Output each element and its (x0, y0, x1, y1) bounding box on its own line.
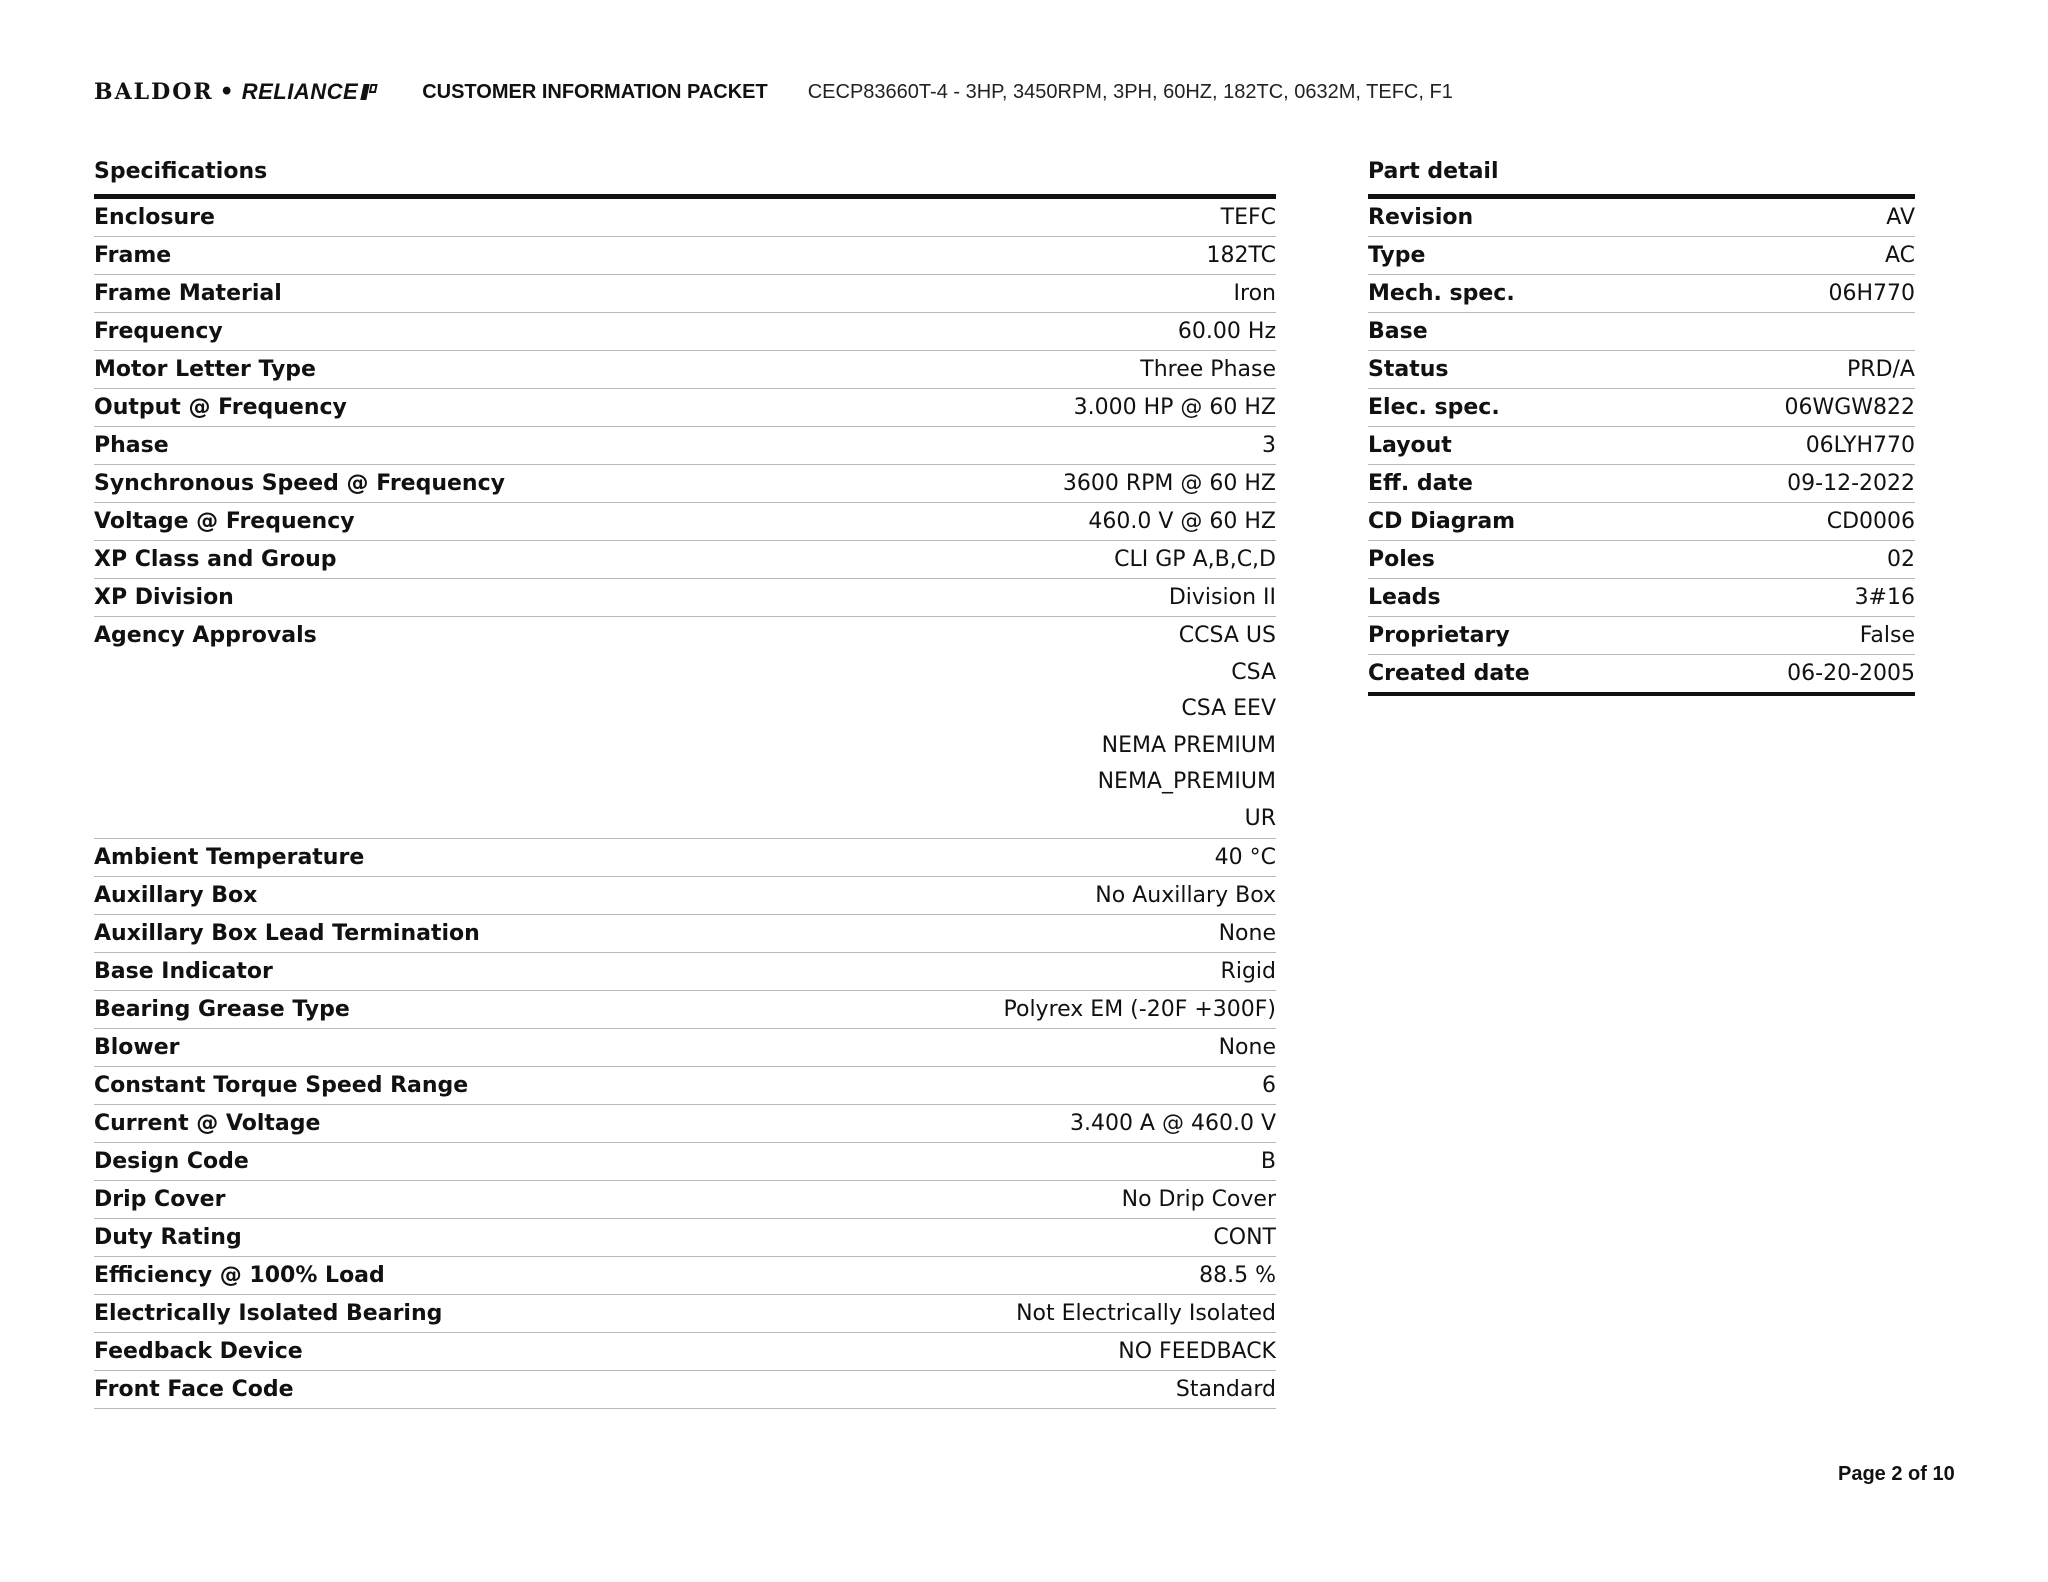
table-row (1368, 351, 1915, 389)
row-label: Design Code (94, 1149, 249, 1174)
table-row (1368, 275, 1915, 313)
row-label: Output @ Frequency (94, 395, 347, 420)
table-row (94, 1257, 1276, 1295)
row-value: Iron (1233, 281, 1276, 306)
row-label: Motor Letter Type (94, 357, 316, 382)
table-row (1368, 465, 1915, 503)
row-value: No Auxillary Box (1095, 883, 1276, 908)
row-value: AC (1884, 243, 1915, 268)
row-value: 60.00 Hz (1177, 319, 1276, 344)
row-value: Division II (1168, 585, 1276, 610)
table-row (1368, 541, 1915, 579)
specifications-section (94, 158, 1276, 1409)
table-row (94, 953, 1276, 991)
table-row (94, 991, 1276, 1029)
table-row (94, 1219, 1276, 1257)
table-row (94, 617, 1276, 839)
row-label: Base Indicator (94, 959, 273, 984)
table-row (94, 503, 1276, 541)
table-row (94, 839, 1276, 877)
row-label: Blower (94, 1035, 180, 1060)
specifications-title: Specifications (94, 159, 268, 184)
model-description: CECP83660T-4 - 3HP, 3450RPM, 3PH, 60HZ, 182TC, 0632M, TEFC, F1 (807, 80, 1453, 103)
table-row (94, 465, 1276, 503)
row-label: Poles (1368, 547, 1435, 572)
table-row (94, 1181, 1276, 1219)
row-value: 182TC (1206, 243, 1276, 268)
table-row (94, 915, 1276, 953)
row-value: Three Phase (1140, 357, 1276, 382)
row-value: 3 (1262, 433, 1276, 458)
brand-name-reliance: RELIANCE (241, 79, 359, 104)
row-value: 88.5 % (1199, 1263, 1276, 1288)
row-value: NO FEEDBACK (1118, 1339, 1276, 1364)
row-value: TEFC (1220, 205, 1276, 230)
row-value: UR (1244, 805, 1276, 831)
table-row (94, 427, 1276, 465)
table-row (94, 237, 1276, 275)
row-label: Agency Approvals (94, 623, 317, 648)
table-row (1368, 389, 1915, 427)
brand-name-baldor: BALDOR (94, 79, 214, 105)
row-label: Electrically Isolated Bearing (94, 1301, 443, 1326)
row-label: Frame Material (94, 281, 282, 306)
table-row (1368, 503, 1915, 541)
row-value: 3.400 A @ 460.0 V (1069, 1111, 1276, 1136)
row-label: Elec. spec. (1368, 395, 1500, 420)
table-row (94, 351, 1276, 389)
row-value: CSA EEV (1181, 696, 1276, 721)
row-label: Ambient Temperature (94, 845, 365, 870)
row-label: Enclosure (94, 205, 215, 230)
row-label: XP Class and Group (94, 547, 337, 572)
row-label: Created date (1368, 661, 1530, 686)
row-value: None (1218, 1035, 1276, 1060)
part-detail-section (1368, 158, 1915, 696)
row-value: Standard (1175, 1377, 1276, 1402)
row-value: 06LYH770 (1805, 433, 1915, 458)
baldor-reliance-logo (94, 79, 376, 105)
row-label: Mech. spec. (1368, 281, 1515, 306)
row-value: None (1218, 921, 1276, 946)
table-row (94, 389, 1276, 427)
reliance-mark-icon (360, 84, 377, 100)
specifications-table (94, 194, 1276, 1409)
row-label: Duty Rating (94, 1225, 242, 1250)
brand-separator: • (219, 79, 236, 105)
row-label: Frequency (94, 319, 223, 344)
row-value: Rigid (1220, 959, 1276, 984)
row-label: Constant Torque Speed Range (94, 1073, 469, 1098)
row-value: 06H770 (1828, 281, 1915, 306)
row-value: 6 (1262, 1073, 1276, 1098)
row-label: Synchronous Speed @ Frequency (94, 471, 505, 496)
row-label: Revision (1368, 205, 1474, 230)
row-value: 40 °C (1214, 845, 1276, 870)
row-label: Base (1368, 319, 1428, 344)
row-label: Voltage @ Frequency (94, 509, 355, 534)
row-value: No Drip Cover (1121, 1187, 1276, 1212)
table-row (1368, 237, 1915, 275)
table-row (94, 1333, 1276, 1371)
row-value: CONT (1213, 1225, 1276, 1250)
row-label: CD Diagram (1368, 509, 1516, 534)
row-value: CLI GP A,B,C,D (1114, 547, 1276, 572)
row-label: Auxillary Box Lead Termination (94, 921, 480, 946)
part-detail-title: Part detail (1368, 159, 1499, 184)
part-detail-table (1368, 194, 1915, 696)
row-label: Current @ Voltage (94, 1111, 321, 1136)
table-row (94, 199, 1276, 237)
table-row (1368, 313, 1915, 351)
row-label: Proprietary (1368, 623, 1510, 648)
row-label: Phase (94, 433, 169, 458)
row-label: Frame (94, 243, 172, 268)
row-value-list (1098, 617, 1276, 836)
table-row (1368, 655, 1915, 696)
row-label: Drip Cover (94, 1187, 226, 1212)
row-label: Efficiency @ 100% Load (94, 1263, 385, 1288)
row-value: AV (1886, 205, 1915, 230)
row-value: 02 (1887, 547, 1915, 572)
row-value: False (1859, 623, 1915, 648)
page-number: Page 2 of 10 (1838, 1463, 1955, 1485)
row-value: Not Electrically Isolated (1016, 1301, 1276, 1326)
table-row (94, 1295, 1276, 1333)
packet-title: CUSTOMER INFORMATION PACKET (422, 80, 768, 103)
row-value: NEMA_PREMIUM (1097, 769, 1276, 794)
row-label: Eff. date (1368, 471, 1473, 496)
row-label: Leads (1368, 585, 1441, 610)
row-value: CD0006 (1826, 509, 1915, 534)
row-value: 3.000 HP @ 60 HZ (1073, 395, 1276, 420)
table-row (94, 1143, 1276, 1181)
row-value: CSA (1231, 659, 1276, 685)
row-value: 09-12-2022 (1787, 471, 1915, 496)
table-row (94, 579, 1276, 617)
row-label: Feedback Device (94, 1339, 303, 1364)
row-value: B (1260, 1149, 1276, 1174)
table-row (1368, 199, 1915, 237)
table-row (94, 541, 1276, 579)
table-row (94, 1029, 1276, 1067)
row-value: CCSA US (1178, 623, 1276, 648)
row-value: 460.0 V @ 60 HZ (1088, 509, 1276, 534)
page-header (94, 72, 1453, 112)
row-value: 3600 RPM @ 60 HZ (1062, 471, 1276, 496)
row-value: 3#16 (1854, 585, 1915, 610)
table-row (94, 877, 1276, 915)
table-row (1368, 427, 1915, 465)
table-row (94, 275, 1276, 313)
row-value: 06WGW822 (1784, 395, 1915, 420)
row-label: Front Face Code (94, 1377, 294, 1402)
row-value: Polyrex EM (-20F +300F) (1003, 997, 1276, 1022)
row-label: Bearing Grease Type (94, 997, 350, 1022)
row-label: Type (1368, 243, 1426, 268)
row-label: Status (1368, 357, 1449, 382)
table-row (94, 1105, 1276, 1143)
row-value: 06-20-2005 (1787, 661, 1915, 686)
table-row (94, 313, 1276, 351)
table-row (94, 1067, 1276, 1105)
row-label: Auxillary Box (94, 883, 258, 908)
table-row (1368, 617, 1915, 655)
row-value: PRD/A (1847, 357, 1915, 382)
row-label: XP Division (94, 585, 234, 610)
row-value: NEMA PREMIUM (1101, 732, 1276, 758)
table-row (94, 1371, 1276, 1409)
row-label: Layout (1368, 433, 1452, 458)
table-row (1368, 579, 1915, 617)
